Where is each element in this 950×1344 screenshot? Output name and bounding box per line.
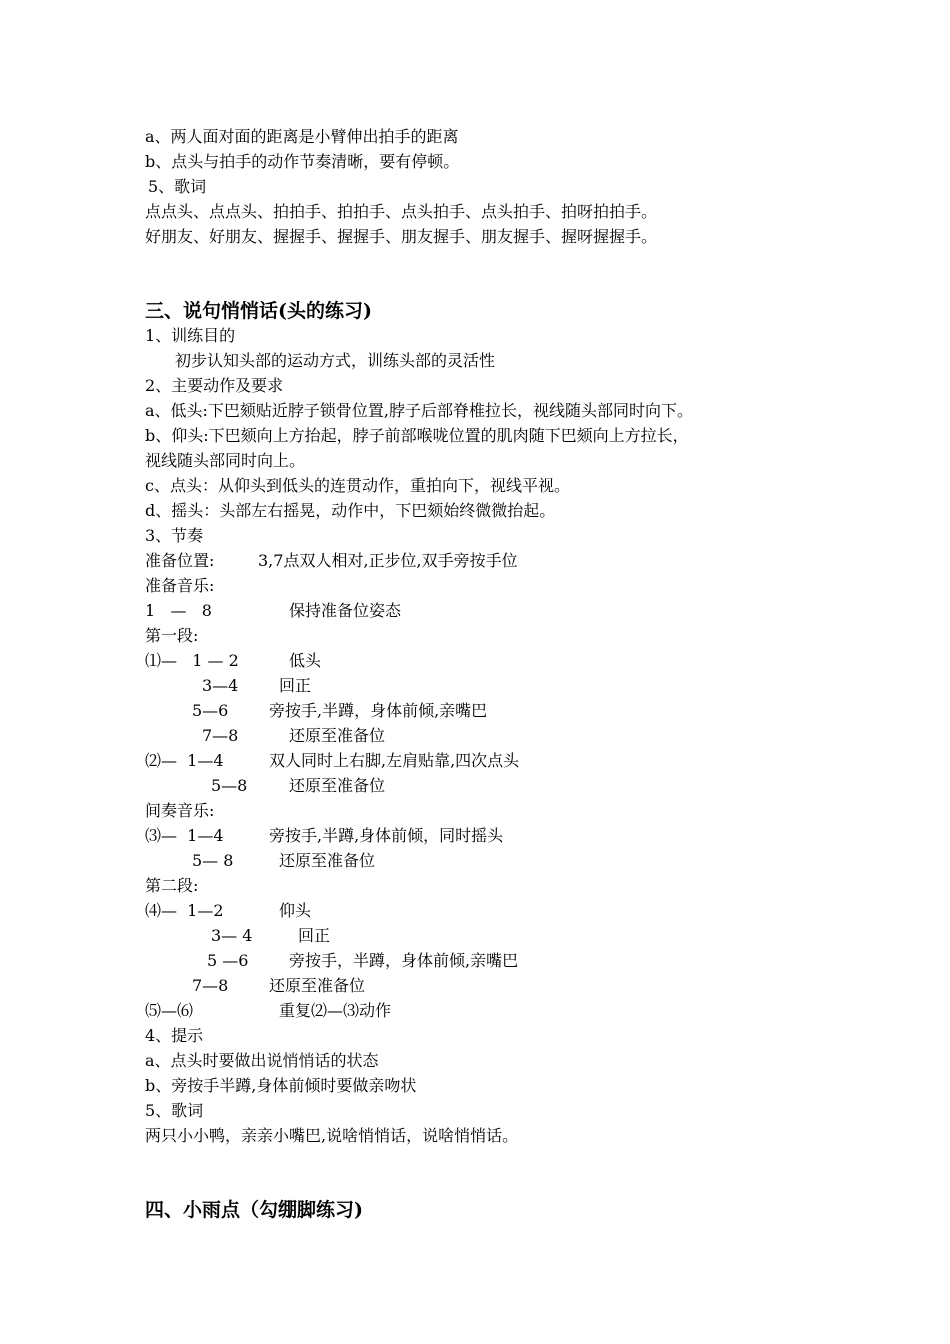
action: 重复⑵—⑶动作 xyxy=(279,1001,392,1020)
part-one-label: 第一段: xyxy=(145,626,199,645)
lyrics-heading: 5、歌词 xyxy=(148,177,207,196)
ready-music-label: 准备音乐: xyxy=(145,576,215,595)
count: ⑶— 1—4 xyxy=(145,826,224,845)
action: 保持准备位姿态 xyxy=(289,601,402,620)
action: 仰头 xyxy=(279,901,312,920)
goal-text: 初步认知头部的运动方式，训练头部的灵活性 xyxy=(175,351,496,370)
count: 3—4 xyxy=(202,676,239,695)
interlude-label: 间奏音乐: xyxy=(145,801,215,820)
move-b: b、仰头:下巴颏向上方抬起，脖子前部喉咙位置的肌肉随下巴颏向上方拉长， xyxy=(145,426,689,445)
move-c: c、点头：从仰头到低头的连贯动作，重拍向下，视线平视。 xyxy=(145,476,570,495)
move-d: d、摇头：头部左右摇晃，动作中，下巴颏始终微微抬起。 xyxy=(145,501,556,520)
part-two-label: 第二段: xyxy=(145,876,199,895)
tips-heading: 4、提示 xyxy=(145,1026,204,1045)
count: ⑷— 1—2 xyxy=(145,901,224,920)
lyrics-heading: 5、歌词 xyxy=(145,1101,204,1120)
rhythm-heading: 3、节奏 xyxy=(145,526,204,545)
action: 回正 xyxy=(279,676,312,695)
count: ⑵— 1—4 xyxy=(145,751,224,770)
tip-a: a、点头时要做出说悄悄话的状态 xyxy=(145,1051,379,1070)
action: 旁按手,半蹲，身体前倾,亲嘴巴 xyxy=(269,701,488,720)
count: 1 — 8 xyxy=(145,601,212,620)
count: ⑴— 1 — 2 xyxy=(145,651,239,670)
action: 旁按手,半蹲,身体前倾，同时摇头 xyxy=(269,826,504,845)
action: 双人同时上右脚,左肩贴靠,四次点头 xyxy=(269,751,520,770)
moves-heading: 2、主要动作及要求 xyxy=(145,376,284,395)
tip-b: b、旁按手半蹲,身体前倾时要做亲吻状 xyxy=(145,1076,417,1095)
ready-position-text: 3,7点双人相对,正步位,双手旁按手位 xyxy=(258,551,518,570)
lyrics-line: 两只小小鸭，亲亲小嘴巴,说啥悄悄话，说啥悄悄话。 xyxy=(145,1126,519,1145)
action: 低头 xyxy=(289,651,322,670)
count: 5 —6 xyxy=(207,951,249,970)
action: 旁按手，半蹲，身体前倾,亲嘴巴 xyxy=(289,951,519,970)
count: 3— 4 xyxy=(211,926,253,945)
section-title: 四、小雨点（勾绷脚练习) xyxy=(145,1199,363,1221)
count: 5—8 xyxy=(211,776,248,795)
action: 回正 xyxy=(298,926,331,945)
action: 还原至准备位 xyxy=(279,851,376,870)
lyrics-line: 点点头、点点头、拍拍手、拍拍手、点头拍手、点头拍手、拍呀拍拍手。 xyxy=(145,202,658,221)
lyrics-line: 好朋友、好朋友、握握手、握握手、朋友握手、朋友握手、握呀握握手。 xyxy=(145,227,658,246)
section-title: 三、说句悄悄话(头的练习) xyxy=(145,300,372,322)
count: 7—8 xyxy=(202,726,239,745)
ready-position-label: 准备位置: xyxy=(145,551,215,570)
count: 5—6 xyxy=(192,701,229,720)
action: 还原至准备位 xyxy=(289,776,386,795)
count: 5— 8 xyxy=(192,851,234,870)
action: 还原至准备位 xyxy=(289,726,386,745)
tip-b-rhythm: b、点头与拍手的动作节奏清晰，要有停顿。 xyxy=(145,152,460,171)
count: 7—8 xyxy=(192,976,229,995)
action: 还原至准备位 xyxy=(269,976,366,995)
count: ⑸—⑹ xyxy=(145,1001,194,1020)
tip-a-distance: a、两人面对面的距离是小臂伸出拍手的距离 xyxy=(145,127,459,146)
goal-heading: 1、训练目的 xyxy=(145,326,236,345)
move-a: a、低头:下巴颏贴近脖子锁骨位置,脖子后部脊椎拉长，视线随头部同时向下。 xyxy=(145,401,694,420)
move-b-cont: 视线随头部同时向上。 xyxy=(145,451,306,470)
